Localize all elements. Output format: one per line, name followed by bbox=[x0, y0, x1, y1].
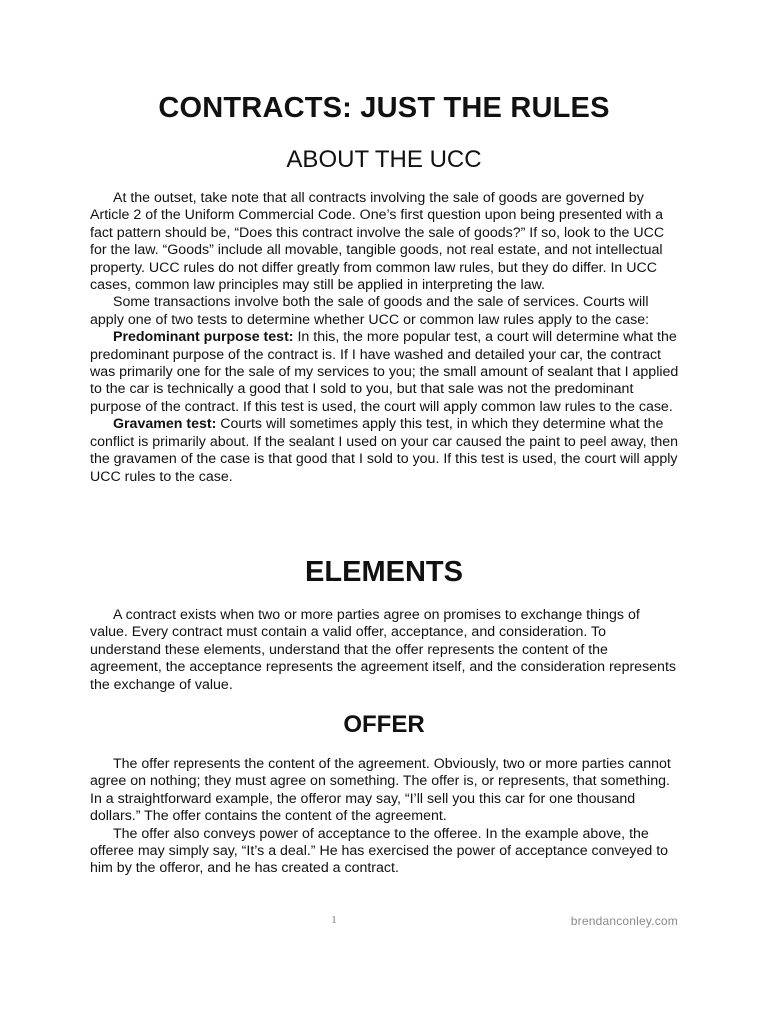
ucc-section-body bbox=[90, 190, 680, 486]
offer-section-body bbox=[90, 756, 680, 878]
predominant-purpose-text: In this, the more popular test, a court will determine what the predominant purpose of the contract is. If I have washed and detailed your car, the contract was primarily one for the sale of my services to you; the small amount of sealant that I applied to the car is technically a good that I sold to you, but that sale was not the predominant purpose of the contract. If this test is used, the court will apply common law rules to the case. bbox=[90, 329, 679, 415]
document-title: CONTRACTS: JUST THE RULES bbox=[158, 92, 610, 124]
predominant-purpose-term: Predominant purpose test: bbox=[113, 329, 294, 346]
offer-paragraph-1: The offer represents the content of the agreement. Obviously, two or more parties cannot agree on nothing; they must agree on something. The offer is, or represents, that something. In a straightforward example, the offeror may say, “I’ll sell you this car for one thousand dollars.” The offer contains the content of the agreement. bbox=[90, 756, 671, 825]
gravamen-text: Courts will sometimes apply this test, in which they determine what the conflict is primarily about. If the sealant I used on your car caused the paint to peel away, then the gravamen of the case is that good that I sold to you. If this test is used, the court will apply UCC rules to the case. bbox=[90, 416, 679, 485]
gravamen-paragraph bbox=[90, 416, 680, 486]
section-heading-offer: OFFER bbox=[343, 711, 425, 738]
gravamen-term: Gravamen test: bbox=[113, 416, 217, 433]
ucc-paragraph-1: At the outset, take note that all contracts involving the sale of goods are governed by Article 2 of the Uniform Commercial Code. One’s first question upon being presented with a fact pattern should be, “Does this contract involve the sale of goods?” If so, look to the UCC for the law. “Goods” include all movable, tangible goods, not real estate, and not intellectual property. UCC rules do not differ greatly from common law rules, but they do differ. In UCC cases, common law principles may still be applied in interpreting the law. bbox=[90, 190, 665, 294]
offer-paragraph-2: The offer also conveys power of acceptance to the offeree. In the example above, the offeree may simply say, “It’s a deal.” He has exercised the power of acceptance conveyed to him by the offeror, and he has created a contract. bbox=[90, 825, 669, 877]
section-heading-ucc: ABOUT THE UCC bbox=[286, 146, 482, 173]
section-heading-elements: ELEMENTS bbox=[305, 556, 463, 588]
ucc-paragraph-2: Some transactions involve both the sale of goods and the sale of services. Courts will apply one of two tests to determine whether UCC or common law rules apply to the case: bbox=[90, 294, 650, 328]
elements-paragraph-1: A contract exists when two or more parties agree on promises to exchange things of value. Every contract must contain a valid offer, acceptance, and consideration. To understand these elements, understand that the offer represents the content of the agreement, the acceptance represents the agreement itself, and the consideration represents the exchange of value. bbox=[90, 607, 676, 693]
predominant-purpose-paragraph bbox=[90, 329, 680, 416]
page-number: 1 bbox=[331, 914, 337, 926]
elements-section-body bbox=[90, 607, 680, 694]
footer-site-link[interactable]: brendanconley.com bbox=[570, 914, 678, 928]
